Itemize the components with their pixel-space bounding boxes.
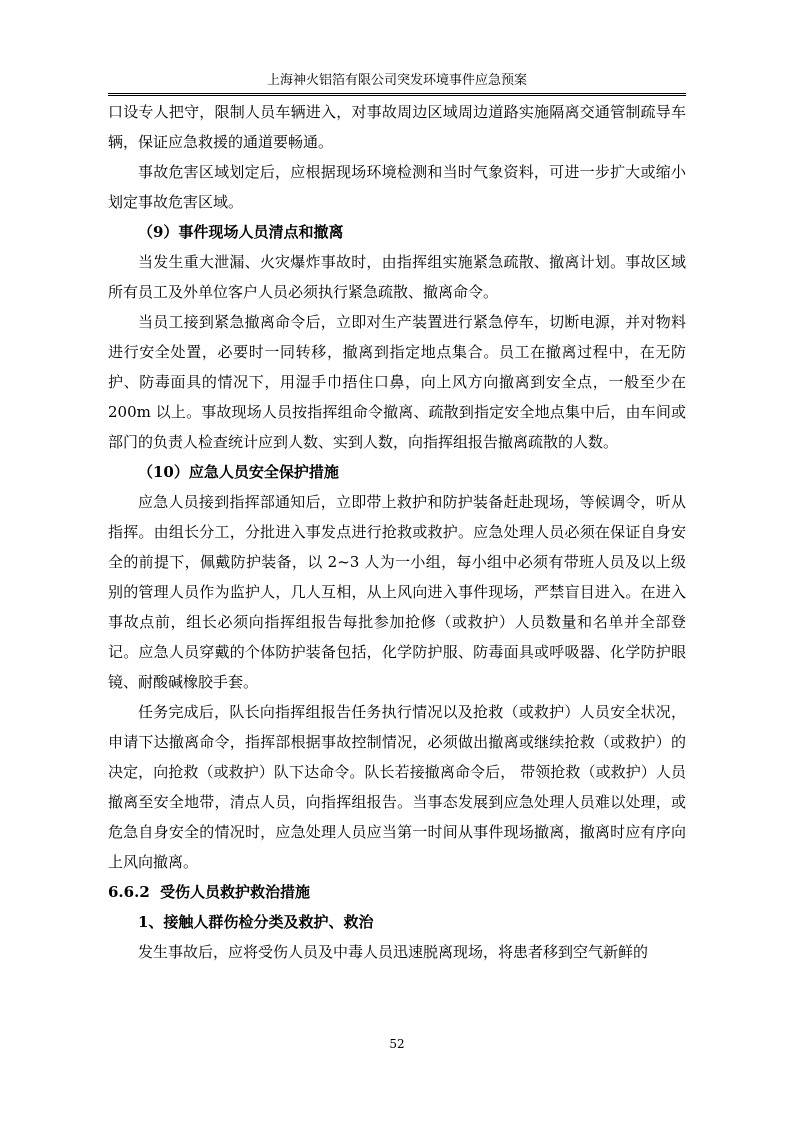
header-rule [108,93,686,96]
paragraph-continued: 口设专人把守，限制人员车辆进入，对事故周边区域周边道路实施隔离交通管制疏导车辆，保证应急救援的通道要畅通。 [108,103,686,151]
page-header: 上海神火铝箔有限公司突发环境事件应急预案 [266,73,527,88]
paragraph-danger-zone: 事故危害区域划定后，应根据现场环境检测和当时气象资料，可进一步扩大或缩小划定事故危害区域。 [108,163,686,211]
section-number: 6.6.2 [108,883,150,901]
section-title: 受伤人员救护救治措施 [160,883,311,901]
paragraph-evacuation-procedure: 当员工接到紧急撤离命令后，立即对生产装置进行紧急停车，切断电源，并对物料进行安全处置，必要时一同转移，撤离到指定地点集合。员工在撤离过程中，在无防护、防毒面具的情况下，用湿手巾捂住口鼻，向上风方向撤离到安全点，一般至少在 200m 以上。事故现场人员按指挥组命令撤离、疏散到指定安全地点集中后，由车间或部门的负责人检查统计应到人数、实到人数，向指挥组报告撤离疏散的人数。 [108,313,686,451]
paragraph-responder-protection: 应急人员接到指挥部通知后，立即带上救护和防护装备赶赴现场，等候调令，听从指挥。由组长分工，分批进入事发点进行抢救或救护。应急处理人员必须在保证自身安全的前提下，佩戴防护装备，以 2~3 人为一小组，每小组中必须有带班人员及以上级别的管理人员作为监护人，几人互相，从上风向进入事件现场，严禁盲目进入。在进入事故点前，组长必须向指挥组报告每批参加抢修（或救护）人员数量和名单并全部登记。应急人员穿戴的个体防护装备包括，化学防护服、防毒面具或呼吸器、化学防护眼镜、耐酸碱橡胶手套。 [108,493,686,691]
heading-triage: 1、接触人群伤检分类及救护、救治 [138,913,374,931]
paragraph-evacuation-plan: 当发生重大泄漏、火灾爆炸事故时，由指挥组实施紧急疏散、撤离计划。事故区域所有员工及外单位客户人员必须执行紧急疏散、撤离命令。 [108,253,686,301]
paragraph-task-completion: 任务完成后，队长向指挥组报告任务执行情况以及抢救（或救护）人员安全状况，申请下达撤离命令，指挥部根据事故控制情况，必须做出撤离或继续抢救（或救护）的决定，向抢救（或救护）队下达命令。队长若接撤离命令后， 带领抢救（或救护）人员撤离至安全地带，清点人员，向指挥组报告。当事态发展到应急处理人员难以处理，或危急自身安全的情况时，应急处理人员应当第一时间从事件现场撤离，撤离时应有序向上风向撤离。 [108,703,686,871]
section-heading-6-6-2 [108,877,686,907]
page-number: 52 [389,1037,405,1051]
heading-evacuation: （9）事件现场人员清点和撤离 [138,223,344,241]
heading-responder-protection: （10）应急人员安全保护措施 [138,463,339,481]
paragraph-first-aid: 发生事故后，应将受伤人员及中毒人员迅速脱离现场，将患者移到空气新鲜的 [138,943,649,961]
body-content [108,97,686,967]
